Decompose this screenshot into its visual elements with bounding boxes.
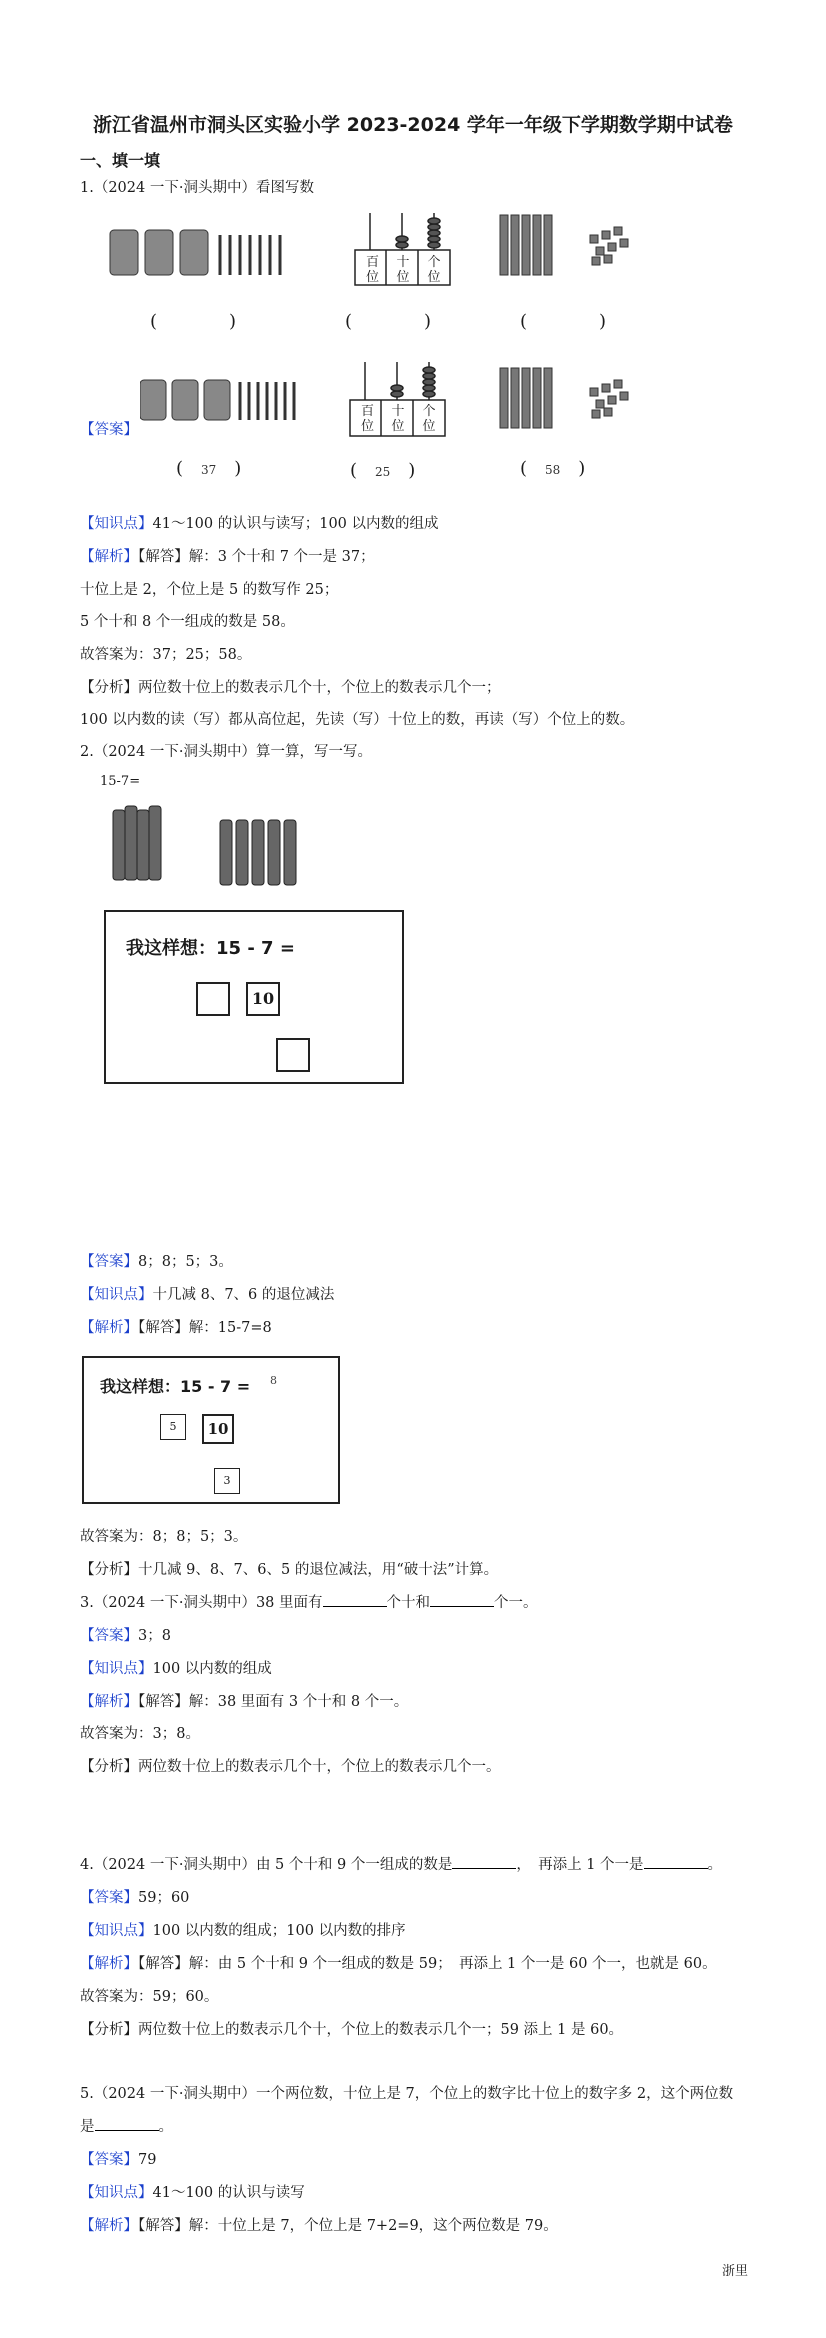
q1-analysis: 【解析】【解答】解：3 个十和 7 个一是 37； bbox=[80, 549, 375, 565]
place-tens-label: 十 位 bbox=[396, 255, 410, 285]
q3-analysis: 【解析】【解答】解：38 里面有 3 个十和 8 个一。 bbox=[80, 1694, 409, 1710]
q1-line-2: 5 个十和 8 个一组成的数是 58。 bbox=[80, 614, 295, 630]
page-footer: 浙里 bbox=[721, 2264, 748, 2279]
q3-stem: 3.（2024 一下·洞头期中）38 里面有 个十和 个一。 bbox=[80, 1591, 538, 1612]
q4-conclusion: 故答案为：59；60。 bbox=[80, 1989, 219, 2005]
place-hundreds-label: 百 位 bbox=[365, 255, 379, 285]
left-split-box bbox=[196, 982, 230, 1016]
q5-analysis: 【解析】【解答】解：十位上是 7，个位上是 7+2=9，这个两位数是 79。 bbox=[80, 2218, 558, 2234]
page-title: 浙江省温州市洞头区实验小学 2023-2024 学年一年级下学期数学期中试卷 bbox=[93, 114, 733, 136]
bottom-box bbox=[276, 1038, 310, 1072]
answer-paren-1: ( 37 ) bbox=[176, 458, 242, 479]
blank-paren-1: ( ) bbox=[150, 311, 237, 332]
q2-answer: 【答案】8；8；5；3。 bbox=[80, 1254, 233, 1270]
blank-paren-2: ( ) bbox=[345, 311, 432, 332]
place-ones-label: 个 位 bbox=[427, 255, 441, 285]
q5-stem: 5.（2024 一下·洞头期中）一个两位数，十位上是 7，个位上的数字比十位上的数字多 2，这个两位数 bbox=[80, 2086, 734, 2102]
q1-answer-figure bbox=[140, 360, 700, 490]
answer-place-hundreds: 百 位 bbox=[360, 404, 374, 434]
bundles-group bbox=[110, 230, 280, 275]
q1-knowledge: 【知识点】41～100 的认识与读写；100 以内数的组成 bbox=[80, 516, 439, 532]
answer-paren-3: ( 58 ) bbox=[520, 458, 586, 479]
q1-stem: 1.（2024 一下·洞头期中）看图写数 bbox=[80, 180, 314, 196]
blank-next[interactable] bbox=[644, 1854, 708, 1869]
blank-paren-3: ( ) bbox=[520, 311, 607, 332]
q4-knowledge: 【知识点】100 以内数的组成；100 以内数的排序 bbox=[80, 1923, 406, 1939]
q5-answer: 【答案】79 bbox=[80, 2152, 157, 2168]
q3-knowledge: 【知识点】100 以内数的组成 bbox=[80, 1661, 272, 1677]
answer-paren-2: ( 25 ) bbox=[350, 460, 416, 481]
q1-line-3: 故答案为：37；25；58。 bbox=[80, 647, 252, 663]
q2-analysis: 【解析】【解答】解：15-7=8 bbox=[80, 1320, 272, 1336]
q2-bundles-figure bbox=[105, 800, 325, 894]
sticks-group bbox=[500, 215, 628, 275]
q1-fenxi-2: 100 以内数的读（写）都从高位起，先读（写）十位上的数，再读（写）个位上的数。 bbox=[80, 712, 635, 728]
blank-number[interactable] bbox=[452, 1854, 516, 1869]
q1-figure bbox=[100, 205, 680, 345]
q5-stem-line2: 是 。 bbox=[80, 2115, 173, 2136]
q1-answer-tag: 【答案】 bbox=[80, 422, 138, 438]
blank-tens[interactable] bbox=[323, 1592, 387, 1607]
blank-two-digit[interactable] bbox=[95, 2116, 159, 2131]
answer-place-tens: 十 位 bbox=[391, 404, 405, 434]
q3-fenxi: 【分析】两位数十位上的数表示几个十，个位上的数表示几个一。 bbox=[80, 1759, 501, 1775]
q2-bundles-svg bbox=[105, 800, 325, 890]
q2-filled-box bbox=[82, 1356, 340, 1504]
q4-fenxi: 【分析】两位数十位上的数表示几个十，个位上的数表示几个一；59 添上 1 是 60。 bbox=[80, 2022, 624, 2038]
answer-value-2: 25 bbox=[375, 465, 391, 479]
q4-stem: 4.（2024 一下·洞头期中）由 5 个十和 9 个一组成的数是 ， 再添上 1 个一是 。 bbox=[80, 1853, 722, 1874]
q3-answer: 【答案】3；8 bbox=[80, 1628, 171, 1644]
q2-think-box bbox=[104, 910, 404, 1084]
filled-left-box: 5 bbox=[160, 1414, 186, 1440]
q2-conclusion: 故答案为：8；8；5；3。 bbox=[80, 1529, 248, 1545]
q4-analysis: 【解析】【解答】解：由 5 个十和 9 个一组成的数是 59； 再添上 1 个一是 60 个一，也就是 60。 bbox=[80, 1956, 717, 1972]
answer-value-1: 37 bbox=[201, 463, 217, 477]
q2-expression: 15-7= bbox=[100, 774, 141, 789]
answer-value-3: 58 bbox=[545, 463, 561, 477]
think-label: 我这样想：15 - 7 = bbox=[126, 938, 295, 959]
q3-conclusion: 故答案为：3；8。 bbox=[80, 1726, 200, 1742]
q2-fenxi: 【分析】十几减 9、8、7、6、5 的退位减法，用“破十法”计算。 bbox=[80, 1562, 499, 1578]
filled-think-label: 我这样想：15 - 7 = bbox=[100, 1377, 251, 1396]
q2-stem: 2.（2024 一下·洞头期中）算一算，写一写。 bbox=[80, 744, 372, 760]
q4-answer: 【答案】59；60 bbox=[80, 1890, 190, 1906]
filled-ten-box: 10 bbox=[202, 1414, 234, 1444]
q1-fenxi: 【分析】两位数十位上的数表示几个十，个位上的数表示几个一； bbox=[80, 680, 501, 696]
q1-line-1: 十位上是 2，个位上是 5 的数写作 25； bbox=[80, 582, 339, 598]
answer-place-ones: 个 位 bbox=[422, 404, 436, 434]
section-heading: 一、填一填 bbox=[80, 151, 161, 170]
filled-result: 8 bbox=[270, 1374, 277, 1387]
blank-ones[interactable] bbox=[430, 1592, 494, 1607]
ten-box: 10 bbox=[246, 982, 280, 1016]
filled-bottom-box: 3 bbox=[214, 1468, 240, 1494]
q2-knowledge: 【知识点】十几减 8、7、6 的退位减法 bbox=[80, 1287, 335, 1303]
q5-knowledge: 【知识点】41～100 的认识与读写 bbox=[80, 2185, 305, 2201]
